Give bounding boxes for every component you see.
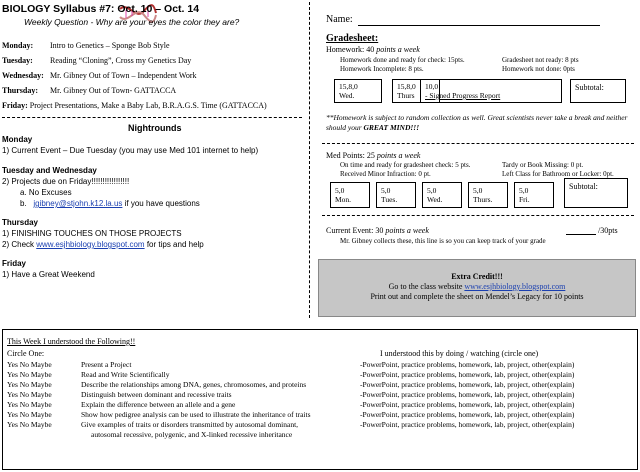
med-box-thurs[interactable]: 5,0 Thurs. <box>468 182 508 208</box>
extra-credit-line2: Print out and complete the sheet on Mendel’s Legacy for 10 points <box>370 292 584 301</box>
schedule-thursday: Thursday: Mr. Gibney Out of Town- GATTACCA <box>2 86 177 95</box>
tw-sub-b: b. jgibney@stjohn.k12.la.us if you have questions <box>20 199 200 208</box>
method-options[interactable]: -PowerPoint, practice problems, homework, lab, project, other(explain) <box>360 380 575 389</box>
method-options[interactable]: -PowerPoint, practice problems, homework, lab, project, other(explain) <box>360 410 575 419</box>
monday-item: 1) Current Event – Due Tuesday (you may use Med 101 internet to help) <box>2 146 259 155</box>
nightrounds-title: Nightrounds <box>128 123 182 133</box>
method-options[interactable]: -PowerPoint, practice problems, homework, lab, project, other(explain) <box>360 360 575 369</box>
list-item: Yes No Maybe Explain the difference between an allele and a gene -PowerPoint, practice problems, homework, lab, project, other(explain) <box>7 400 575 409</box>
choice-yes-no-maybe[interactable]: Yes No Maybe <box>7 380 52 389</box>
schedule-monday: Monday: Intro to Genetics – Sponge Bob Style <box>2 41 170 50</box>
method-options[interactable]: -PowerPoint, practice problems, homework, lab, project, other(explain) <box>360 370 575 379</box>
list-item: Yes No Maybe Read and Write Scientifically -PowerPoint, practice problems, homework, lab, project, other(explain) <box>7 370 575 379</box>
email-link[interactable]: jgibney@stjohn.k12.la.us <box>33 199 123 208</box>
weekly-question: Weekly Question - Why are your eyes the color they are? <box>24 17 240 27</box>
tw-item: 2) Projects due on Friday!!!!!!!!!!!!!!!!! <box>2 177 130 186</box>
current-event-note: Mr. Gibney collects these, this line is so you can keep track of your grade <box>340 237 546 245</box>
method-options[interactable]: -PowerPoint, practice problems, homework, lab, project, other(explain) <box>360 400 575 409</box>
understood-right-header: I understood this by doing / watching (circle one) <box>380 349 539 358</box>
hw-rule-2: Homework Incomplete: 8 pts. <box>340 65 424 73</box>
extra-credit-line1: Go to the class website www.esjhbiology.blogspot.com <box>388 282 566 291</box>
hw-rule-4: Homework not done: 0pts <box>502 65 575 73</box>
friday-item: 1) Have a Great Weekend <box>2 270 95 279</box>
hw-box-thurs[interactable]: 15,8,0 Thurs <box>392 79 440 103</box>
monday-label: Monday <box>2 135 33 144</box>
thursday-item-2: 2) Check www.esjhbiology.blogspot.com for tips and help <box>2 240 204 249</box>
column-divider <box>309 2 310 318</box>
med-box-tues[interactable]: 5,0 Tues. <box>376 182 416 208</box>
extra-credit-title: Extra Credit!!! <box>451 272 503 281</box>
friday-label: Friday <box>2 259 27 268</box>
hw-subtotal-box[interactable]: Subtotal: <box>570 79 626 103</box>
med-box-mon[interactable]: 5,0 Mon. <box>330 182 370 208</box>
med-heading: Med Points: 25 points a week <box>326 151 421 160</box>
hw-rule-1: Homework done and ready for check: 15pts. <box>340 56 465 64</box>
method-options[interactable]: -PowerPoint, practice problems, homework, lab, project, other(explain) <box>360 420 575 429</box>
name-line <box>358 25 600 26</box>
list-item: Yes No Maybe Give examples of traits or disorders transmitted by autosomal dominant, -PowerPoint, practice problems, homework, lab, project, other(explain) <box>7 420 575 429</box>
extra-credit-box <box>318 259 636 317</box>
current-event-heading: Current Event: 30 points a week <box>326 226 429 235</box>
gradesheet-title: Gradesheet: <box>326 33 379 44</box>
choice-yes-no-maybe[interactable]: Yes No Maybe <box>7 360 52 369</box>
med-subtotal-box[interactable]: Subtotal: <box>564 178 628 208</box>
blog-link[interactable]: www.esjhbiology.blogspot.com <box>36 240 145 249</box>
list-item: Yes No Maybe Present a Project -PowerPoint, practice problems, homework, lab, project, other(explain) <box>7 360 575 369</box>
homework-heading: Homework: 40 points a week <box>326 45 420 54</box>
divider <box>322 143 634 144</box>
nightrounds-list <box>2 135 307 281</box>
med-rule-3: Tardy or Book Missing: 0 pt. <box>502 161 584 169</box>
current-event-score-line[interactable] <box>566 234 596 235</box>
thursday-item-1: 1) FINISHING TOUCHES ON THOSE PROJECTS <box>2 229 182 238</box>
understood-title: This Week I understood the Following!! <box>7 337 136 346</box>
med-rule-2: Received Minor Infraction: 0 pt. <box>340 170 431 178</box>
choice-yes-no-maybe[interactable]: Yes No Maybe <box>7 370 52 379</box>
med-box-wed[interactable]: 5,0 Wed. <box>422 182 462 208</box>
tw-sub-a: a. No Excuses <box>20 188 72 197</box>
list-item-continued: autosomal recessive, polygenic, and X-linked recessive inheritance <box>91 430 293 439</box>
choice-yes-no-maybe[interactable]: Yes No Maybe <box>7 400 52 409</box>
hw-box-signed-report[interactable]: 10,0 - Signed Progress Report <box>420 79 562 103</box>
divider <box>2 117 302 118</box>
choice-yes-no-maybe[interactable]: Yes No Maybe <box>7 420 52 429</box>
thursday-label: Thursday <box>2 218 39 227</box>
extra-credit-link[interactable]: www.esjhbiology.blogspot.com <box>464 282 566 291</box>
choice-yes-no-maybe[interactable]: Yes No Maybe <box>7 410 52 419</box>
list-item: Yes No Maybe Show how pedigree analysis can be used to illustrate the inheritance of traits -PowerPoint, practice problems, homework, lab, project, other(explain) <box>7 410 575 419</box>
med-rule-1: On time and ready for gradesheet check: 5 pts. <box>340 161 471 169</box>
choice-yes-no-maybe[interactable]: Yes No Maybe <box>7 390 52 399</box>
name-label: Name: <box>326 14 353 25</box>
schedule-wednesday: Wednesday: Mr. Gibney Out of Town – Independent Work <box>2 71 197 80</box>
list-item: Yes No Maybe Distinguish between dominant and recessive traits -PowerPoint, practice problems, homework, lab, project, other(explain) <box>7 390 575 399</box>
hw-box-wed[interactable]: 15,8,0 Wed. <box>334 79 382 103</box>
understood-list <box>7 360 635 440</box>
med-box-fri[interactable]: 5,0 Fri. <box>514 182 554 208</box>
circle-one-label: Circle One: <box>7 349 45 358</box>
random-collection-note: **Homework is subject to random collection as well. Great scientists never take a break and neither should your GREAT MIND!!! <box>326 113 628 132</box>
tw-label: Tuesday and Wednesday <box>2 166 97 175</box>
method-options[interactable]: -PowerPoint, practice problems, homework, lab, project, other(explain) <box>360 390 575 399</box>
schedule-friday: Friday: Project Presentations, Make a Baby Lab, B.R.A.G.S. Time (GATTACCA) <box>2 101 267 110</box>
med-rule-4: Left Class for Bathroom or Locker: 0pt. <box>502 170 614 178</box>
current-event-score: /30pts <box>598 226 618 235</box>
syllabus-title: BIOLOGY Syllabus #7: Oct. 10 – Oct. 14 <box>2 3 200 15</box>
divider <box>322 215 634 216</box>
schedule-list <box>2 41 302 116</box>
list-item: Yes No Maybe Describe the relationships among DNA, genes, chromosomes, and proteins -PowerPoint, practice problems, homework, lab, project, other(explain) <box>7 380 575 389</box>
hw-rule-3: Gradesheet not ready: 8 pts <box>502 56 579 64</box>
schedule-tuesday: Tuesday: Reading “Cloning”, Cross my Genetics Day <box>2 56 192 65</box>
